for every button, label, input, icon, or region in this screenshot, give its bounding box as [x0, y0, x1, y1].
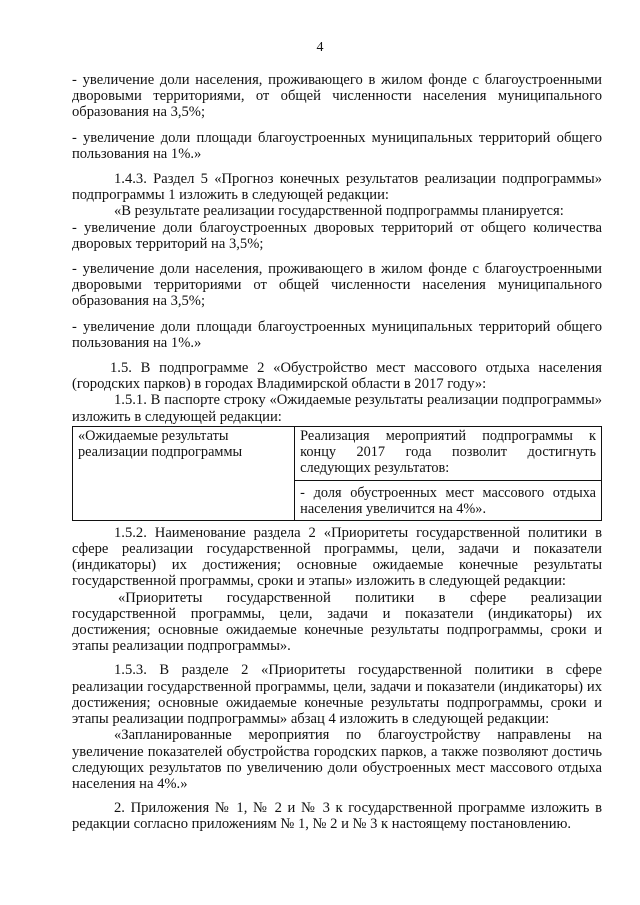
table-cell-label: «Ожидаемые результаты реализации подпрограммы: [73, 426, 295, 520]
paragraph-quote: «Запланированные мероприятия по благоустройству направлены на увеличение показателей обустройства городских парков, а также позволяют достичь следующих результатов по увеличению доли обустроенных мест массового отдыха населения на 4%.»: [72, 727, 602, 792]
paragraph-item: - увеличение доли благоустроенных дворовых территорий от общего количества дворовых территорий на 3,5%;: [72, 219, 602, 252]
table-cell-text: - доля обустроенных мест массового отдыха населения увеличится на 4%».: [295, 480, 601, 519]
paragraph-quote: «Приоритеты государственной политики в сфере реализации государственной программы, цели, задачи и показатели (индикаторы) их достижения; основные ожидаемые конечные результаты подпрограммы, сроки и этапы реализации подпрограммы».: [72, 589, 602, 655]
table-cell-value: [295, 426, 602, 520]
passport-table: [72, 426, 602, 521]
table-cell-text: Реализация мероприятий подпрограммы к концу 2017 года позволит достигнуть следующих результатов:: [300, 427, 596, 476]
paragraph-1-5-3: 1.5.3. В разделе 2 «Приоритеты государственной политики в сфере реализации государственной программы, цели, задачи и показатели (индикаторы) их достижения; основные ожидаемые конечные результаты подпрограммы, сроки и этапы реализации подпрограммы» абзац 4 изложить в следующей редакции:: [72, 662, 602, 728]
paragraph-item: - увеличение доли населения, проживающего в жилом фонде с благоустроенными дворовыми территориями, от общей численности населения муниципального образования на 3,5%;: [72, 72, 602, 121]
table-row: [73, 426, 602, 520]
paragraph-1-5-1: 1.5.1. В паспорте строку «Ожидаемые результаты реализации подпрограммы» изложить в следующей редакции:: [72, 392, 602, 425]
paragraph-2: 2. Приложения № 1, № 2 и № 3 к государственной программе изложить в редакции согласно приложениям № 1, № 2 и № 3 к настоящему постановлению.: [72, 800, 602, 833]
paragraph-1-5-2: 1.5.2. Наименование раздела 2 «Приоритеты государственной политики в сфере реализации государственной программы, цели, задачи и показатели (индикаторы) их достижения; основные ожидаемые конечные результаты государственной программы, сроки и этапы» изложить в следующей редакции:: [72, 524, 602, 590]
page-number: 4: [316, 40, 324, 55]
paragraph-item: - увеличение доли площади благоустроенных муниципальных территорий общего пользования на 1%.»: [72, 318, 602, 351]
paragraph-1-4-3: 1.4.3. Раздел 5 «Прогноз конечных результатов реализации подпрограммы» подпрограммы 1 изложить в следующей редакции:: [72, 171, 602, 204]
paragraph-1-5: 1.5. В подпрограмме 2 «Обустройство мест массового отдыха населения (городских парков) в городах Владимирской области в 2017 году»:: [72, 360, 602, 393]
paragraph-item: - увеличение доли площади благоустроенных муниципальных территорий общего пользования на 1%.»: [72, 129, 602, 162]
document-body: [72, 72, 602, 833]
paragraph-item: - увеличение доли населения, проживающего в жилом фонде с благоустроенными дворовыми территориями от общей численности населения муниципального образования на 3,5%;: [72, 261, 602, 310]
paragraph-quote: «В результате реализации государственной подпрограммы планируется:: [114, 203, 564, 220]
